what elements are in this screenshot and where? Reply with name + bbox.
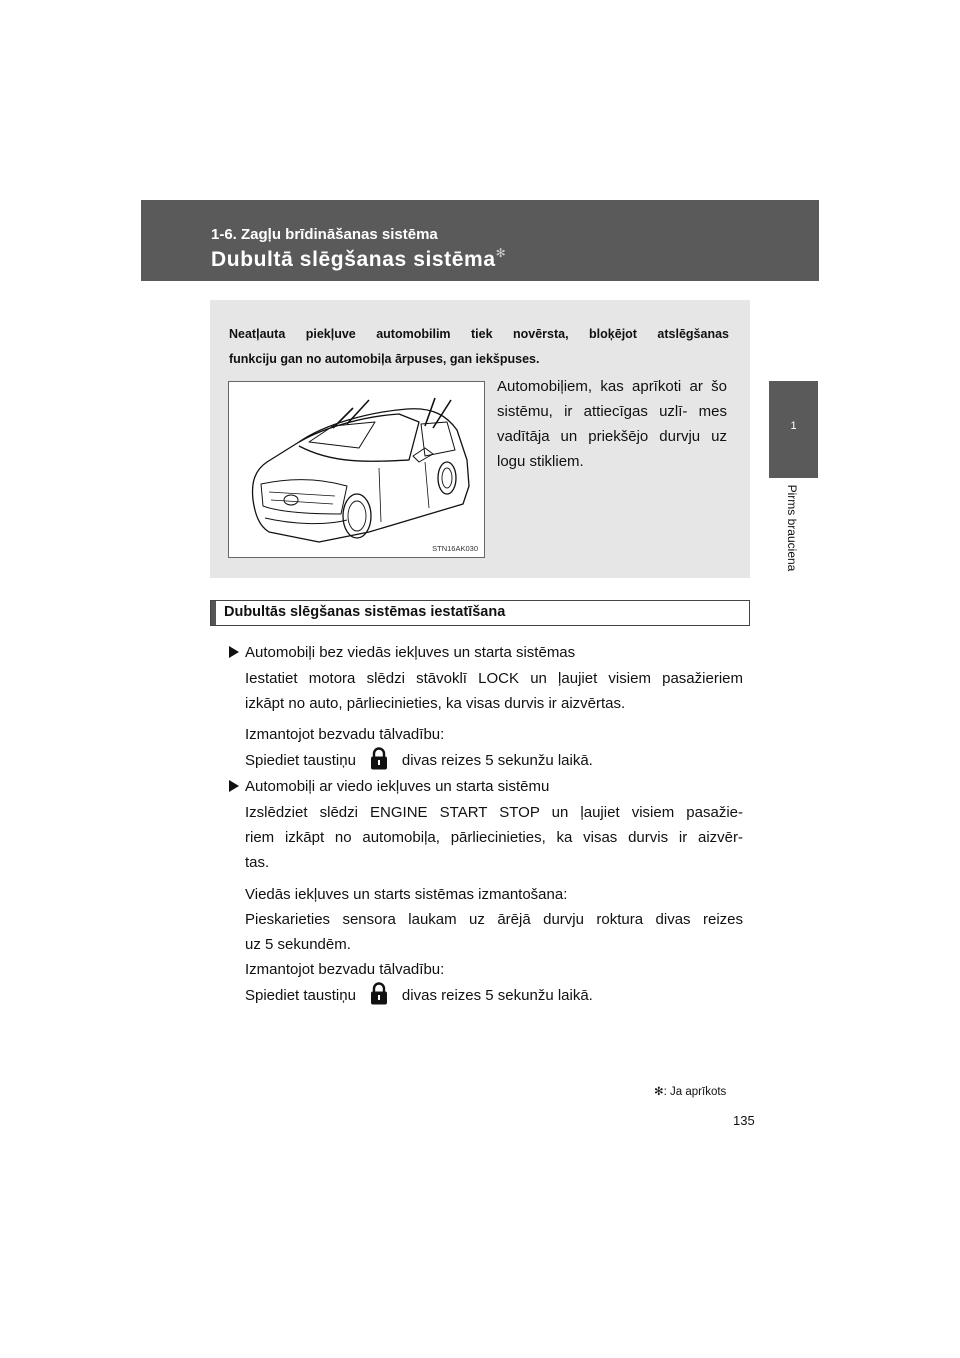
intro-line-1: Neatļauta piekļuve automobilim tiek novērsta, bloķējot atslēgšanas — [229, 327, 729, 341]
case2-text — [245, 800, 743, 875]
press-before: Spiediet taustiņu — [245, 752, 356, 769]
case1-text-line-2: izkāpt no auto, pārliecinieties, ka visas durvis ir aizvērtas. — [245, 695, 626, 712]
equipment-mark: ✻ — [495, 246, 507, 260]
chapter-name: Pirms brauciena — [785, 484, 799, 572]
chapter-tab — [769, 381, 818, 478]
subsection-header — [210, 600, 750, 626]
lock-button-icon — [370, 747, 388, 770]
triangle-bullet-icon — [229, 780, 239, 792]
case2-text-line-1: Izslēdziet slēdzi ENGINE START STOP un ļaujiet visiem pasažie- — [245, 804, 743, 821]
page-number: 135 — [733, 1113, 755, 1128]
press-before: Spiediet taustiņu — [245, 987, 356, 1004]
press-after: divas reizes 5 sekunžu laikā. — [401, 987, 593, 1004]
case2-smart — [245, 882, 743, 957]
footnote-mark: ✻ — [654, 1086, 664, 1098]
case2-bullet — [229, 774, 549, 799]
chapter-number: 1 — [790, 420, 797, 432]
lock-button-icon — [370, 982, 388, 1005]
case1-text — [245, 666, 743, 716]
footnote-text: : Ja aprīkots — [663, 1086, 727, 1098]
subsection-bar — [211, 601, 216, 625]
figure-code: STN16AK030 — [432, 544, 478, 553]
case1-remote-label: Izmantojot bezvadu tālvadību: — [245, 726, 445, 743]
section-header — [141, 200, 819, 281]
car-drawing — [229, 382, 484, 557]
intro-line-2: funkciju gan no automobiļa ārpuses, gan iekšpuses. — [229, 352, 540, 366]
case1-bullet-text: Automobiļi bez viedās iekļuves un starta sistēmas — [245, 644, 576, 661]
case2-remote — [245, 957, 593, 1008]
intro-box — [210, 300, 750, 578]
press-after: divas reizes 5 sekunžu laikā. — [401, 752, 593, 769]
triangle-bullet-icon — [229, 646, 239, 658]
case1-text-line-1: Iestatiet motora slēdzi stāvoklī LOCK un ļaujiet visiem pasažieriem — [245, 670, 743, 687]
case2-text-line-3: tas. — [245, 854, 270, 871]
page-title — [211, 248, 506, 272]
intro-text — [229, 322, 729, 372]
case2-smart-line-2: uz 5 sekundēm. — [245, 936, 351, 953]
case2-remote-label: Izmantojot bezvadu tālvadību: — [245, 961, 445, 978]
section-label: 1-6. Zagļu brīdināšanas sistēma — [211, 226, 438, 243]
case2-smart-label: Viedās iekļuves un starts sistēmas izmantošana: — [245, 886, 568, 903]
case2-press-instruction — [245, 982, 593, 1008]
case2-text-line-2: riem izkāpt no automobiļa, pārliecinieties, ka visas durvis ir aizvēr- — [245, 829, 743, 846]
car-illustration — [228, 381, 485, 558]
case1-press-instruction — [245, 747, 593, 773]
figure-caption: Automobiļiem, kas aprīkoti ar šo sistēmu, ir attiecīgas uzlī- mes vadītāja un priekšējo durvju uz logu stikliem. — [497, 378, 727, 470]
footnote — [654, 1084, 726, 1098]
subsection-title: Dubultās slēgšanas sistēmas iestatīšana — [224, 604, 506, 620]
case2-smart-line-1: Pieskarieties sensora laukam uz ārējā durvju roktura divas reizes — [245, 911, 743, 928]
case1-bullet — [229, 640, 575, 665]
case1-remote — [245, 722, 593, 773]
page-title-text: Dubultā slēgšanas sistēma — [211, 248, 496, 271]
case2-bullet-text: Automobiļi ar viedo iekļuves un starta sistēmu — [245, 778, 550, 795]
chapter-label — [783, 484, 801, 574]
